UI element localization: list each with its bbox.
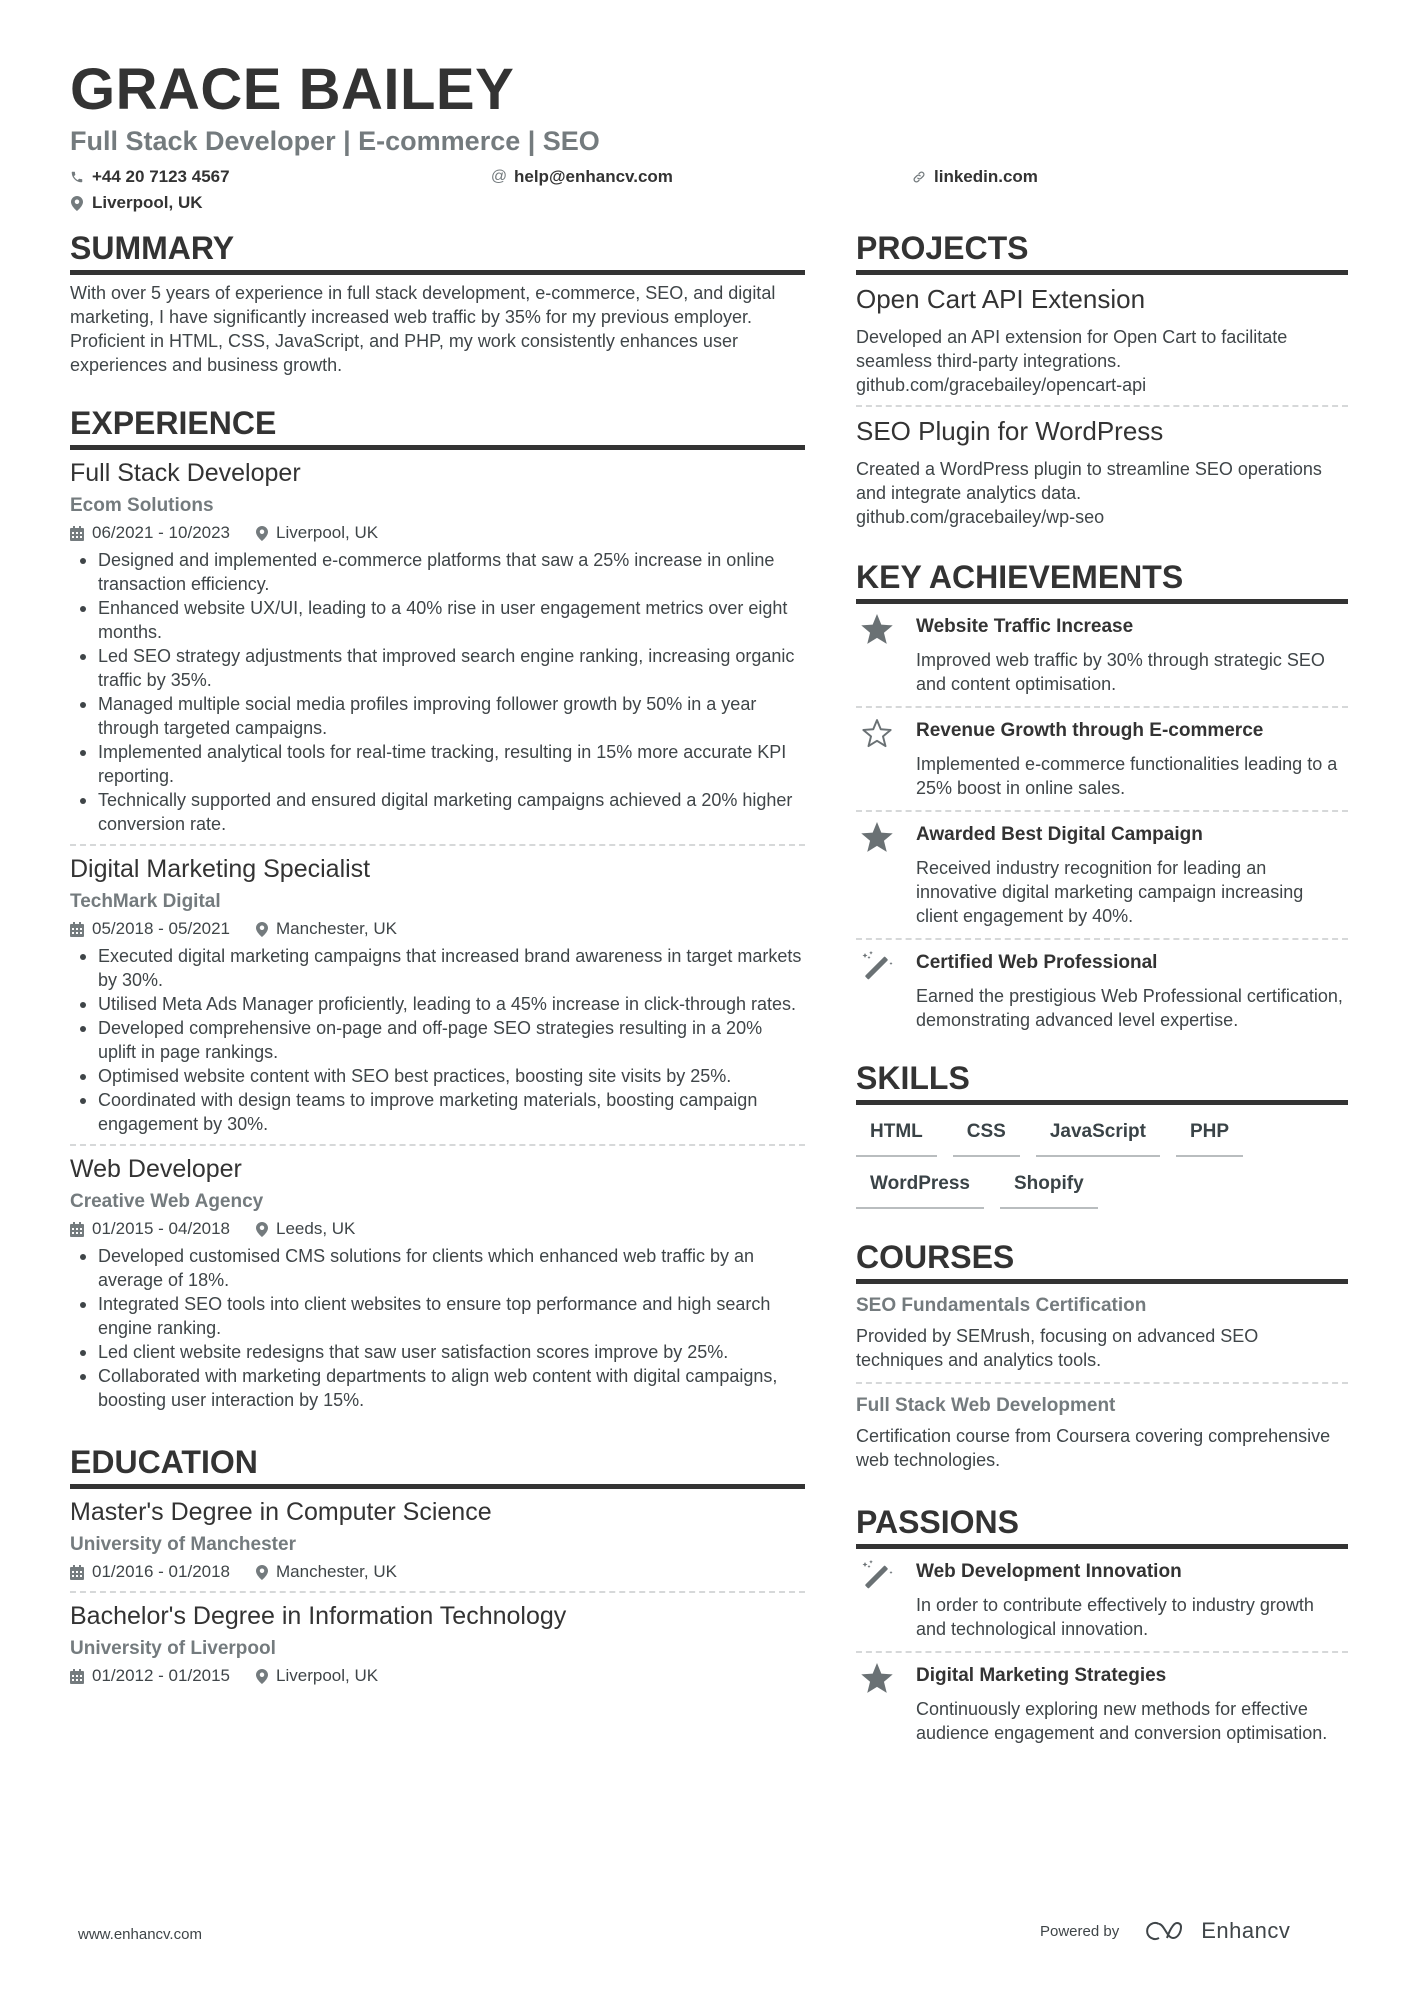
education-section	[70, 1442, 805, 1695]
achievement-description: Earned the prestigious Web Professional certification, demonstrating advanced level expertise.	[916, 986, 1343, 1030]
brand-logo[interactable]	[1145, 1918, 1290, 1944]
star-filled-icon	[860, 614, 894, 646]
education-entry	[70, 1593, 805, 1695]
calendar-icon	[70, 1565, 84, 1580]
projects-section	[856, 228, 1348, 537]
bullet-item: Coordinated with design teams to improve marketing materials, boosting campaign engagement by 30%.	[70, 1088, 805, 1136]
achievement-entry	[856, 604, 1348, 708]
star-filled-icon	[860, 1663, 894, 1695]
entry-meta	[70, 522, 805, 544]
section-heading: KEY ACHIEVEMENTS	[856, 557, 1348, 604]
passion-title: Web Development Innovation	[916, 1561, 1182, 1582]
bullet-item: Optimised website content with SEO best practices, boosting site visits by 25%.	[70, 1064, 805, 1088]
achievement-description: Improved web traffic by 30% through strategic SEO and content optimisation.	[916, 650, 1325, 694]
project-link[interactable]: github.com/gracebailey/opencart-api	[856, 375, 1147, 395]
passion-title: Digital Marketing Strategies	[916, 1665, 1167, 1686]
entry-meta	[70, 1218, 805, 1240]
achievement-entry	[856, 940, 1348, 1042]
bullet-item: Enhanced website UX/UI, leading to a 40% rise in user engagement metrics over eight months.	[70, 596, 805, 644]
map-pin-icon	[70, 196, 84, 210]
course-description: Provided by SEMrush, focusing on advanced SEO techniques and analytics tools.	[856, 1326, 1259, 1370]
job-title: Digital Marketing Specialist	[70, 855, 371, 883]
calendar-icon	[70, 1222, 84, 1237]
company-name: TechMark Digital	[70, 891, 221, 912]
candidate-title: Full Stack Developer | E-commerce | SEO	[70, 126, 600, 156]
map-pin-icon	[256, 1565, 268, 1580]
school-location: Manchester, UK	[276, 1562, 397, 1581]
experience-entry	[70, 1146, 805, 1420]
entry-meta	[70, 1561, 805, 1583]
skill-tag: PHP	[1176, 1119, 1243, 1157]
bullet-item: Developed comprehensive on-page and off-page SEO strategies resulting in a 20% uplift in page rankings.	[70, 1016, 805, 1064]
bullet-item: Led SEO strategy adjustments that improved search engine ranking, increasing organic traffic by 35%.	[70, 644, 805, 692]
bullet-item: Managed multiple social media profiles improving follower growth by 50% in a year through targeted campaigns.	[70, 692, 805, 740]
date-range: 06/2021 - 10/2023	[92, 523, 231, 542]
achievement-title: Website Traffic Increase	[916, 616, 1134, 637]
at-icon: @	[490, 168, 508, 185]
project-description: Developed an API extension for Open Cart to facilitate seamless third-party integrations.	[856, 327, 1288, 371]
phone-icon	[70, 170, 84, 184]
linkedin-text: linkedin.com	[934, 167, 1038, 186]
contact-info	[70, 160, 1350, 216]
email-text: help@enhancv.com	[514, 167, 673, 186]
school-location: Liverpool, UK	[276, 1666, 379, 1685]
calendar-icon	[70, 1669, 84, 1684]
courses-section	[856, 1237, 1348, 1482]
bullet-item: Designed and implemented e-commerce platforms that saw a 25% increase in online transaction efficiency.	[70, 548, 805, 596]
company-name: Creative Web Agency	[70, 1191, 264, 1212]
bullet-item: Developed customised CMS solutions for clients which enhanced web traffic by an average of 18%.	[70, 1244, 805, 1292]
passion-description: Continuously exploring new methods for effective audience engagement and conversion optimisation.	[916, 1699, 1328, 1743]
degree-title: Master's Degree in Computer Science	[70, 1498, 492, 1526]
achievements-section	[856, 557, 1348, 1042]
section-heading: PROJECTS	[856, 228, 1348, 275]
school-name: University of Liverpool	[70, 1638, 276, 1659]
job-title: Full Stack Developer	[70, 459, 301, 487]
section-heading: PASSIONS	[856, 1502, 1348, 1549]
map-pin-icon	[256, 1222, 268, 1237]
achievement-description: Received industry recognition for leading an innovative digital marketing campaign increasing client engagement by 40%.	[916, 858, 1304, 926]
contact-location	[70, 192, 203, 214]
star-outline-icon	[860, 718, 894, 750]
skill-tag: CSS	[953, 1119, 1020, 1157]
candidate-name: GRACE BAILEY	[70, 57, 515, 122]
achievement-entry	[856, 708, 1348, 812]
education-entry	[70, 1489, 805, 1593]
entry-meta	[70, 1665, 805, 1687]
date-range: 05/2018 - 05/2021	[92, 919, 231, 938]
job-location: Leeds, UK	[276, 1219, 356, 1238]
left-column	[70, 228, 805, 1709]
experience-entry	[70, 846, 805, 1146]
right-column	[856, 228, 1348, 1769]
degree-title: Bachelor's Degree in Information Technology	[70, 1602, 567, 1630]
magic-wand-icon	[860, 950, 894, 984]
achievement-title: Revenue Growth through E-commerce	[916, 720, 1264, 741]
date-range: 01/2012 - 01/2015	[92, 1666, 231, 1685]
passion-entry	[856, 1549, 1348, 1653]
bullet-item: Technically supported and ensured digital marketing campaigns achieved a 20% higher conversion rate.	[70, 788, 805, 836]
summary-text: With over 5 years of experience in full stack development, e-commerce, SEO, and digital marketing, I have significantly increased web traffic by 35% for my previous employer. Proficient in HTML, CSS, JavaScript, and PHP, my work consistently enhances user experiences and business growth.	[70, 283, 776, 375]
achievement-description: Implemented e-commerce functionalities leading to a 25% boost in online sales.	[916, 754, 1338, 798]
project-entry	[856, 407, 1348, 537]
school-name: University of Manchester	[70, 1534, 296, 1555]
job-location: Liverpool, UK	[276, 523, 379, 542]
contact-phone[interactable]	[70, 166, 230, 188]
bullet-list	[70, 1244, 805, 1412]
passion-entry	[856, 1653, 1348, 1755]
course-entry	[856, 1284, 1348, 1384]
course-entry	[856, 1384, 1348, 1482]
project-title: SEO Plugin for WordPress	[856, 416, 1164, 446]
map-pin-icon	[256, 526, 268, 541]
skill-tag: HTML	[856, 1119, 937, 1157]
skill-tag: JavaScript	[1036, 1119, 1160, 1157]
achievement-title: Awarded Best Digital Campaign	[916, 824, 1203, 845]
bullet-item: Executed digital marketing campaigns that increased brand awareness in target markets by 30%.	[70, 944, 805, 992]
date-range: 01/2015 - 04/2018	[92, 1219, 231, 1238]
project-link[interactable]: github.com/gracebailey/wp-seo	[856, 507, 1105, 527]
section-heading: SKILLS	[856, 1058, 1348, 1105]
course-title: SEO Fundamentals Certification	[856, 1295, 1147, 1316]
course-title: Full Stack Web Development	[856, 1395, 1116, 1416]
bullet-item: Led client website redesigns that saw user satisfaction scores improve by 25%.	[70, 1340, 805, 1364]
contact-email[interactable]	[492, 166, 673, 188]
map-pin-icon	[256, 922, 268, 937]
resume-header	[70, 58, 1350, 216]
passion-description: In order to contribute effectively to industry growth and technological innovation.	[916, 1595, 1314, 1639]
skills-list	[856, 1105, 1348, 1209]
experience-section	[70, 403, 805, 1420]
skills-section	[856, 1058, 1348, 1209]
bullet-item: Implemented analytical tools for real-time tracking, resulting in 15% more accurate KPI reporting.	[70, 740, 805, 788]
calendar-icon	[70, 922, 84, 937]
star-filled-icon	[860, 822, 894, 854]
job-title: Web Developer	[70, 1155, 242, 1183]
skill-tag: Shopify	[1000, 1171, 1098, 1209]
project-title: Open Cart API Extension	[856, 284, 1146, 314]
passions-section	[856, 1502, 1348, 1755]
calendar-icon	[70, 526, 84, 541]
project-entry	[856, 275, 1348, 407]
brand-name: Enhancv	[1201, 1918, 1291, 1943]
skill-tag: WordPress	[856, 1171, 984, 1209]
achievement-title: Certified Web Professional	[916, 952, 1158, 973]
phone-text: +44 20 7123 4567	[92, 167, 230, 186]
section-heading: SUMMARY	[70, 228, 805, 275]
bullet-item: Utilised Meta Ads Manager proficiently, leading to a 45% increase in click-through rates.	[70, 992, 805, 1016]
experience-entry	[70, 450, 805, 846]
location-text: Liverpool, UK	[92, 193, 203, 212]
achievement-entry	[856, 812, 1348, 940]
bullet-list	[70, 548, 805, 836]
company-name: Ecom Solutions	[70, 495, 214, 516]
map-pin-icon	[256, 1669, 268, 1684]
job-location: Manchester, UK	[276, 919, 397, 938]
contact-linkedin[interactable]	[912, 166, 1038, 188]
bullet-item: Integrated SEO tools into client websites to ensure top performance and high search engine ranking.	[70, 1292, 805, 1340]
section-heading: EXPERIENCE	[70, 403, 805, 450]
project-description: Created a WordPress plugin to streamline SEO operations and integrate analytics data.	[856, 459, 1322, 503]
date-range: 01/2016 - 01/2018	[92, 1562, 231, 1581]
summary-section	[70, 228, 805, 377]
bullet-list	[70, 944, 805, 1136]
course-description: Certification course from Coursera covering comprehensive web technologies.	[856, 1426, 1331, 1470]
bullet-item: Collaborated with marketing departments to align web content with digital campaigns, boosting user interaction by 15%.	[70, 1364, 805, 1412]
entry-meta	[70, 918, 805, 940]
footer-branding	[1040, 1918, 1290, 1944]
section-heading: COURSES	[856, 1237, 1348, 1284]
section-heading: EDUCATION	[70, 1442, 805, 1489]
magic-wand-icon	[860, 1559, 894, 1593]
powered-by-label: Powered by	[1040, 1922, 1120, 1940]
footer-website[interactable]: www.enhancv.com	[78, 1926, 202, 1943]
enhancv-logo-icon	[1145, 1920, 1191, 1942]
link-icon	[912, 170, 926, 184]
